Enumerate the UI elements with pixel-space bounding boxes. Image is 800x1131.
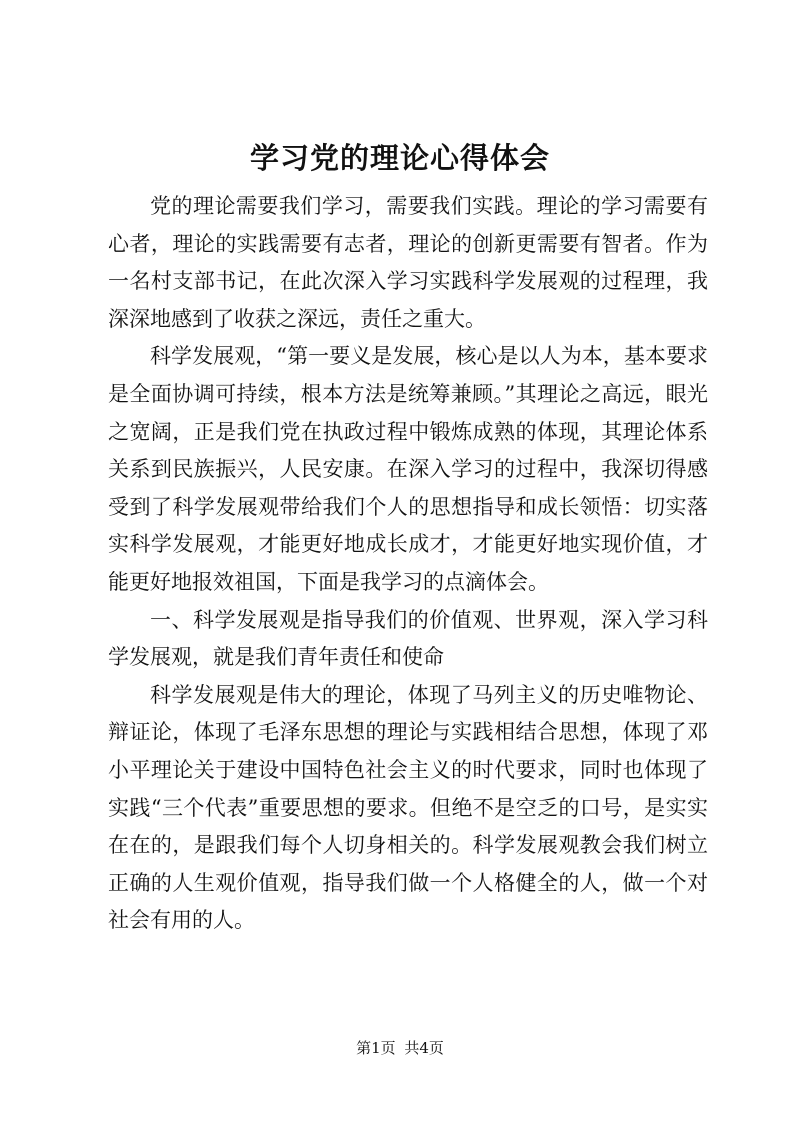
page-total: 共4页 [404, 1039, 444, 1057]
section-heading-paragraph: 一、科学发展观是指导我们的价值观、世界观，深入学习科学发展观，就是我们青年责任和使命 [108, 607, 708, 670]
document-body [108, 188, 708, 940]
paragraph: 科学发展观是伟大的理论，体现了马列主义的历史唯物论、辩证论，体现了毛泽东思想的理论与实践相结合思想，体现了邓小平理论关于建设中国特色社会主义的时代要求，同时也体现了实践“三个代表”重要思想的要求。但绝不是空乏的口号，是实实在在的，是跟我们每个人切身相关的。科学发展观教会我们树立正确的人生观价值观，指导我们做一个人格健全的人，做一个对社会有用的人。 [108, 682, 708, 933]
page-footer [0, 1038, 800, 1058]
page-number: 第1页 [356, 1039, 396, 1057]
paragraph: 科学发展观，“第一要义是发展，核心是以人为本，基本要求是全面协调可持续，根本方法是统筹兼顾。”其理论之高远，眼光之宽阔，正是我们党在执政过程中锻炼成熟的体现，其理论体系关系到民族振兴，人民安康。在深入学习的过程中，我深切得感受到了科学发展观带给我们个人的思想指导和成长领悟：切实落实科学发展观，才能更好地成长成才，才能更好地实现价值，才能更好地报效祖国，下面是我学习的点滴体会。 [108, 344, 708, 594]
paragraph: 党的理论需要我们学习，需要我们实践。理论的学习需要有心者，理论的实践需要有志者，理论的创新更需要有智者。作为一名村支部书记，在此次深入学习实践科学发展观的过程理，我深深地感到了收获之深远，责任之重大。 [108, 194, 708, 331]
document-title: 学习党的理论心得体会 [249, 141, 550, 175]
